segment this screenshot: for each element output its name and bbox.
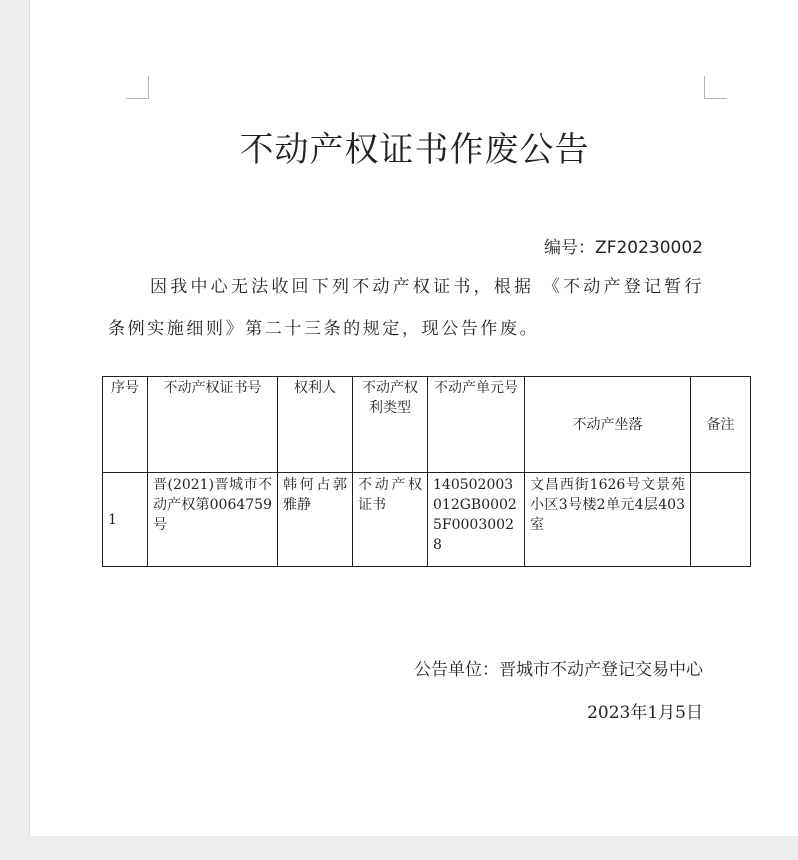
margin-corner-mark-right	[704, 76, 727, 99]
cell-owner: 韩何占郭雅静	[278, 473, 353, 567]
serial-number: 编号：ZF20230002	[544, 238, 703, 258]
notice-paragraph: 因我中心无法收回下列不动产权证书，根据 《不动产登记暂行条例实施细则》第二十三条的规定，现公告作废。	[108, 277, 704, 339]
cell-unit-no: 140502003012GB00025F00030028	[428, 473, 525, 567]
issuer-line: 公告单位：晋城市不动产登记交易中心	[414, 660, 703, 680]
cell-remark	[691, 473, 751, 567]
cell-index: 1	[103, 473, 148, 567]
certificate-table	[102, 376, 751, 567]
cell-right-type: 不动产权证书	[353, 473, 428, 567]
header-index: 序号	[103, 377, 148, 473]
cell-cert-no: 晋(2021)晋城市不动产权第0064759号	[148, 473, 278, 567]
margin-corner-mark-left	[126, 76, 149, 99]
document-title: 不动产权证书作废公告	[239, 130, 590, 170]
header-cert-no: 不动产权证书号	[148, 377, 278, 473]
header-owner: 权利人	[278, 377, 353, 473]
issue-date: 2023年1月5日	[587, 703, 703, 723]
document-page	[29, 0, 798, 836]
header-unit-no: 不动产单元号	[428, 377, 525, 473]
viewer-bottom-bar	[0, 836, 798, 860]
table-row	[103, 473, 751, 567]
header-right-type: 不动产权利类型	[353, 377, 428, 473]
cell-location: 文昌西街1626号文景苑小区3号楼2单元4层403室	[525, 473, 691, 567]
table-header-row	[103, 377, 751, 473]
header-remark: 备注	[691, 377, 751, 473]
header-location: 不动产坐落	[525, 377, 691, 473]
